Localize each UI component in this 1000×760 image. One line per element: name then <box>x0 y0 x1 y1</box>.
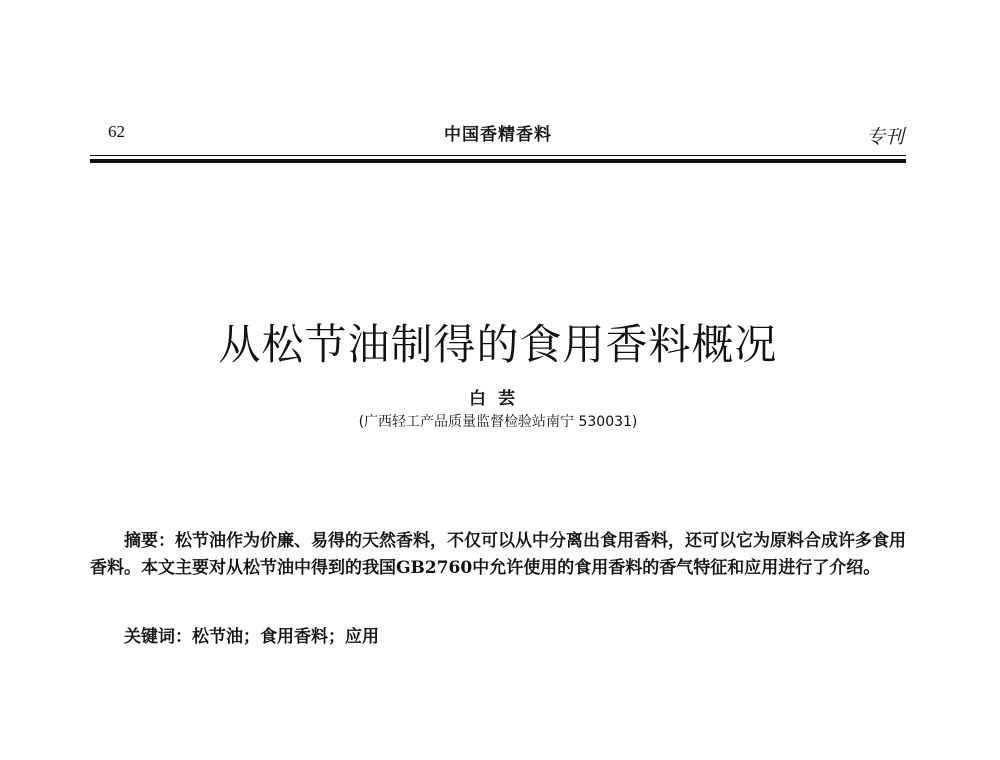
keywords: 关键词：松节油；食用香料；应用 <box>124 627 379 647</box>
journal-name: 中国香精香料 <box>444 125 552 145</box>
author-name: 白芸 <box>469 389 527 409</box>
author-affiliation: (广西轻工产品质量监督检验站南宁 530031) <box>358 414 638 430</box>
abstract: 摘要：松节油作为价廉、易得的天然香料，不仅可以从中分离出食用香料，还可以它为原料合成许多食用香料。本文主要对从松节油中得到的我国GB2760中允许使用的食用香料的香气特征和应用进行了介绍。 <box>90 531 906 578</box>
article-title: 从松节油制得的食用香料概况 <box>218 320 778 370</box>
header-rule-thick <box>90 159 906 163</box>
header-rule-thin <box>90 155 906 156</box>
page-number: 62 <box>108 122 125 141</box>
running-header <box>90 118 906 152</box>
issue-type-label: 专刊 <box>865 126 904 148</box>
